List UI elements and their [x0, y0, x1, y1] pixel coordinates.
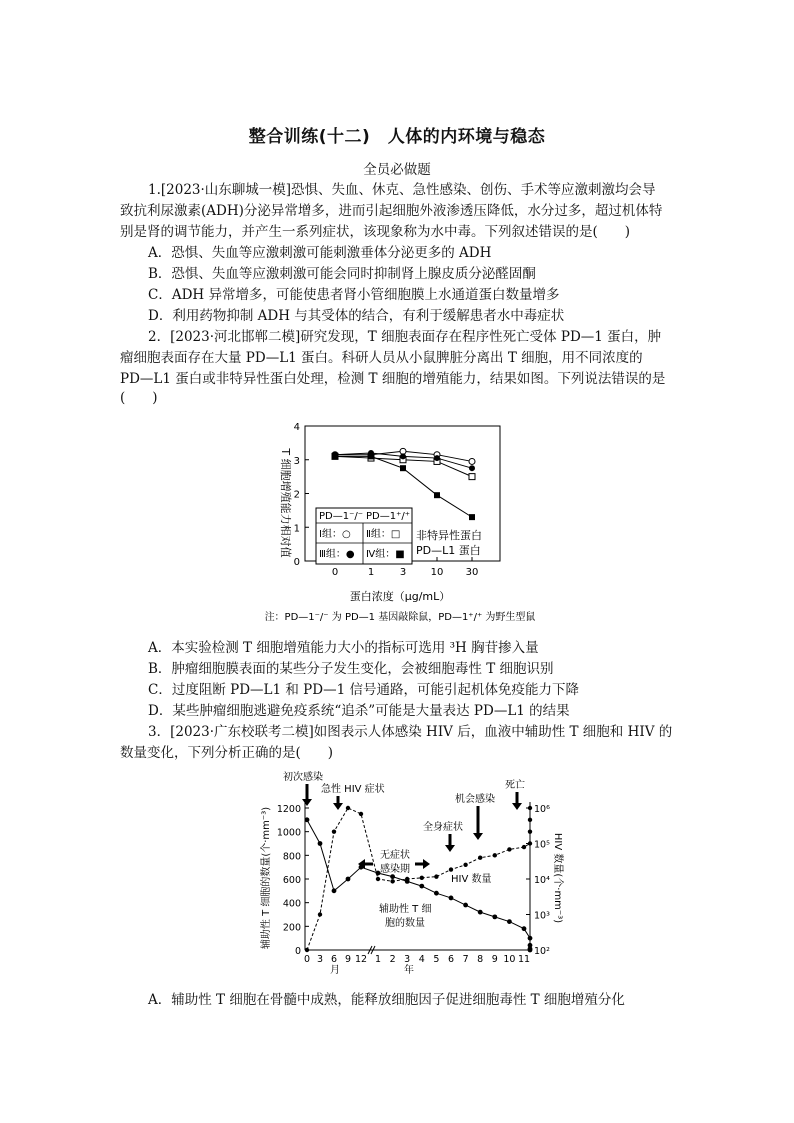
tcell-point — [449, 896, 454, 901]
q2-line-3: PD—L1 蛋白或非特异性蛋白处理，检测 T 细胞的增殖能力，结果如图。下列说法错误的是 — [120, 371, 666, 387]
legend-group4: Ⅳ组：■ — [366, 549, 405, 560]
q1-option-d: D．利用药物抑制 ADH 与其受体的结合，有利于缓解患者水中毒症状 — [148, 308, 565, 324]
chart1-point-group1 — [469, 458, 475, 464]
hiv-point — [478, 856, 482, 860]
hiv-point — [449, 867, 453, 871]
chart2-xtick-year-label: 6 — [447, 954, 455, 965]
chart1-note: 注：PD—1⁻/⁻ 为 PD—1 基因敲除鼠，PD—1⁺/⁺ 为野生型鼠 — [264, 612, 536, 623]
q3-line-1: 3．[2023·广东校联考二模]如图表示人体感染 HIV 后，血液中辅助性 T 细胞和 HIV 的 — [148, 724, 673, 740]
chart2-xtick-year-label: 2 — [389, 954, 396, 965]
tcell-point — [522, 926, 527, 931]
hiv-point — [493, 853, 497, 857]
q1-option-c: C．ADH 异常增多，可能使患者肾小管细胞膜上水通道蛋白数量增多 — [148, 287, 560, 303]
chart2-ytick-right-label: 10⁵ — [534, 839, 550, 851]
hiv-point — [463, 863, 467, 867]
legend-col2: PD—1⁺/⁺ — [366, 511, 411, 522]
legend-group1: Ⅰ组：○ — [319, 529, 351, 540]
annot-hiv-count: HIV 数量 — [451, 874, 492, 885]
legend-row2: PD—L1 蛋白 — [416, 544, 481, 557]
q2-line-2: 瘤细胞表面存在大量 PD—L1 蛋白。科研人员从小鼠脾脏分离出 T 细胞，用不同浓度的 — [120, 350, 643, 366]
q1-line-1: 1.[2023·山东聊城一模]恐惧、失血、休克、急性感染、创伤、手术等应激刺激均会导 — [148, 182, 656, 198]
tcell-point — [318, 841, 323, 846]
q3-line-2: 数量变化，下列分析正确的是( ) — [120, 745, 334, 761]
systemic-symptoms-arrow-head — [445, 845, 455, 852]
chart1-xtick-label: 0 — [331, 567, 339, 578]
chart2-xtick-year-label: 11 — [517, 954, 531, 965]
chart1-point-group4 — [434, 492, 440, 498]
tcell-point — [528, 948, 533, 953]
death-arrow-head — [512, 803, 522, 810]
chart2-ytick-right-label: 10⁴ — [534, 875, 550, 886]
tcell-point — [346, 877, 351, 882]
tcell-point — [434, 891, 439, 896]
chart1-xtick-label: 1 — [367, 567, 375, 578]
q2-line-1: 2．[2023·河北邯郸二模]研究发现，T 细胞表面存在程序性死亡受体 PD—1 蛋白，肿 — [148, 329, 662, 345]
chart1-point-group4 — [332, 453, 338, 459]
hiv-point — [332, 829, 336, 833]
hiv-point — [528, 818, 532, 822]
t-cell-proliferation-chart — [250, 418, 560, 628]
chart2-xtick-month-label: 6 — [330, 954, 338, 965]
chart2-xtick-month-label: 0 — [303, 954, 311, 965]
hiv-point — [359, 812, 363, 816]
chart2-ytick-left-label: 800 — [282, 851, 301, 863]
legend-group3: Ⅲ组：● — [319, 549, 355, 560]
chart1-point-group3 — [469, 465, 475, 471]
chart2-ytick-right-label: 10³ — [534, 910, 550, 922]
chart1-point-group2 — [469, 474, 475, 480]
q1-option-a: A．恐惧、失血等应激刺激可能刺激垂体分泌更多的 ADH — [148, 245, 492, 261]
hiv-point — [305, 948, 309, 952]
hiv-point — [528, 806, 532, 810]
q2-option-a: A．本实验检测 T 细胞增殖能力大小的指标可选用 ³H 胸苷掺入量 — [148, 640, 539, 656]
q2-option-d: D．某些肿瘤细胞逃避免疫系统“追杀”可能是大量表达 PD—L1 的结果 — [148, 703, 570, 719]
hiv-point — [434, 874, 438, 878]
chart2-xtick-year-label: 4 — [418, 954, 425, 965]
chart2-xtick-year-label: 8 — [477, 954, 484, 965]
hiv-point — [507, 847, 511, 851]
legend-col1: PD—1⁻/⁻ — [319, 511, 364, 522]
legend-group2: Ⅱ组：□ — [366, 529, 401, 540]
chart1-legend — [316, 508, 482, 564]
chart2-ylabel-right: HIV 数量(个·mm⁻³) — [552, 832, 563, 924]
hiv-point — [390, 879, 394, 883]
opportunistic-infection-arrow-head — [473, 833, 483, 840]
hiv-point — [346, 806, 350, 810]
chart2-ytick-left-label: 600 — [282, 875, 301, 886]
chart2-xtick-year-label: 9 — [491, 954, 498, 965]
annot-acute-symptoms: 急性 HIV 症状 — [321, 784, 385, 795]
q1-line-3: 别是肾的调节能力，并产生一系列症状，该现象称为水中毒。下列叙述错误的是( ) — [120, 224, 631, 240]
chart2-xtick-month-label: 3 — [316, 954, 324, 965]
chart2-ytick-right-label: 10⁶ — [534, 804, 550, 815]
chart2-xtick-year-label: 10 — [503, 954, 516, 965]
q1-line-2: 致抗利尿激素(ADH)分泌异常增多，进而引起细胞外液渗透压降低，水分过多，超过机体特 — [120, 203, 663, 219]
chart2-ytick-left-label: 1000 — [276, 827, 301, 839]
tcell-point — [478, 910, 483, 915]
chart2-xtick-year-label: 5 — [433, 954, 440, 965]
chart1-point-group4 — [400, 465, 406, 471]
tcell-point — [419, 884, 424, 889]
q1-option-b: B．恐惧、失血等应激刺激可能会同时抑制肾上腺皮质分泌醛固酮 — [148, 266, 536, 282]
hiv-point — [528, 841, 532, 845]
q2-line-4: ( ) — [120, 390, 158, 406]
tcell-point — [463, 903, 468, 908]
acute-symptoms-arrow-head — [333, 803, 343, 810]
legend-row1: 非特异性蛋白 — [416, 529, 482, 542]
hiv-point — [376, 877, 380, 881]
chart1-xtick-label: 10 — [430, 567, 444, 578]
asymptomatic-arrow-right-head — [423, 859, 430, 869]
chart1-point-group4 — [368, 453, 374, 459]
chart1-point-group3 — [434, 455, 440, 461]
q2-option-c: C．过度阻断 PD—L1 和 PD—1 信号通路，可能引起机体免疫能力下降 — [148, 682, 579, 698]
chart2-ylabel-left: 辅助性 T 细胞的数量(个·mm⁻³) — [261, 806, 272, 950]
hiv-point — [318, 912, 322, 916]
chart1-ytick-label: 0 — [293, 557, 300, 568]
tcell-point — [305, 817, 310, 822]
chart1-xtick-label: 3 — [399, 567, 407, 578]
annot-asymptomatic-2: 感染期 — [380, 864, 410, 875]
chart2-ytick-right-label: 10² — [534, 946, 550, 957]
chart2-xtick-year-label: 7 — [462, 954, 469, 965]
hiv-point — [405, 877, 409, 881]
chart2-xtick-year-label: 1 — [374, 954, 382, 965]
annot-asymptomatic-1: 无症状 — [380, 850, 410, 861]
chart1-point-group4 — [469, 514, 475, 520]
annot-death: 死亡 — [505, 780, 525, 791]
tcell-point — [507, 919, 512, 924]
annot-initial-infection: 初次感染 — [283, 772, 323, 783]
chart1-ylabel: T 细胞增殖能力相对值 — [279, 448, 292, 558]
chart2-xtick-month-label: 12 — [354, 954, 368, 965]
chart1-xtick-label: 30 — [465, 567, 479, 578]
chart2-ytick-left-label: 400 — [282, 898, 301, 910]
chart2-xtick-year-label: 3 — [404, 954, 411, 965]
chart1-ytick-label: 2 — [293, 489, 300, 501]
hiv-point — [528, 829, 532, 833]
annot-systemic-symptoms: 全身症状 — [423, 822, 463, 833]
chart1-ytick-label: 1 — [293, 523, 300, 535]
chart2-ytick-left-label: 200 — [282, 922, 301, 934]
tcell-point — [492, 914, 497, 919]
annot-tcell-count-2: 胞的数量 — [385, 918, 425, 929]
chart1-ytick-label: 4 — [293, 422, 300, 433]
chart1-point-group3 — [400, 453, 406, 459]
q2-option-b: B．肿瘤细胞膜表面的某些分子发生变化，会被细胞毒性 T 细胞识别 — [148, 661, 554, 677]
annot-tcell-count-1: 辅助性 T 细 — [379, 904, 432, 915]
hiv-point — [420, 876, 424, 880]
chart2-xunit-year: 年 — [404, 965, 414, 976]
section-heading: 全员必做题 — [363, 162, 431, 178]
annot-opportunistic-infection: 机会感染 — [455, 794, 495, 805]
chart2-ytick-left-label: 0 — [294, 946, 301, 957]
tcell-line — [307, 820, 530, 950]
hiv-point — [522, 845, 526, 849]
chart2-xtick-month-label: 9 — [344, 954, 352, 965]
hiv-tcell-chart — [255, 768, 575, 978]
chart2-xunit-month: 月 — [330, 965, 340, 976]
chart1-xlabel: 蛋白浓度（μg/mL） — [349, 590, 451, 603]
chart1-ytick-label: 3 — [293, 455, 300, 467]
chart2-ytick-left-label: 1200 — [276, 804, 301, 815]
tcell-point — [528, 936, 533, 941]
initial-infection-arrow-head — [302, 799, 312, 806]
tcell-point — [332, 888, 337, 893]
q3-option-a: A．辅助性 T 细胞在骨髓中成熟，能释放细胞因子促进细胞毒性 T 细胞增殖分化 — [148, 992, 625, 1008]
page-title: 整合训练(十二) 人体的内环境与稳态 — [248, 127, 546, 147]
